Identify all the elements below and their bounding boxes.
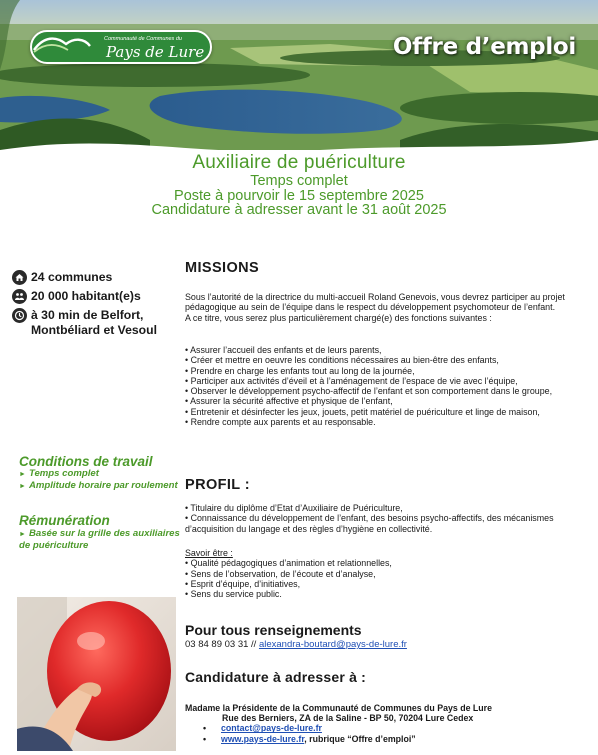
conditions-item	[19, 481, 189, 493]
arrow-right-icon: ►	[19, 471, 26, 478]
hills-logo-icon	[32, 32, 92, 54]
mission-item: • Prendre en charge les enfants tout au long de la journée,	[185, 365, 415, 376]
mission-item: • Rendre compte aux parents et au responsable.	[185, 417, 376, 428]
conditions-item-text: Temps complet	[28, 468, 99, 479]
candidature-email-item	[185, 723, 585, 733]
renseignements-heading: Pour tous renseignements	[185, 622, 362, 638]
bullet-icon: •	[203, 723, 207, 734]
mission-item: • Participer aux activités d’éveil et à l’aménagement de l’espace de vie avec l’équipe,	[185, 375, 518, 386]
mission-item: • Entretenir et désinfecter les jeux, jouets, petit matériel de puériculture et linge de maison,	[185, 406, 540, 417]
pays-de-lure-logo	[30, 30, 212, 64]
conditions-title: Conditions de travail	[19, 454, 153, 469]
profil-item: • Connaissance du développement de l’enfant, des besoins psycho-affectifs, des mécanismes d’acquisition du langage et des règles d’hygiène en collectivité.	[185, 513, 554, 534]
contact-phone: 03 84 89 03 31 //	[185, 639, 259, 650]
bullet-icon: •	[203, 733, 207, 744]
mission-item: • Créer et mettre en oeuvre les conditions nécessaires au bien-être des enfants,	[185, 355, 499, 366]
remuneration-text: Basée sur la grille des auxiliaires de puériculture	[19, 528, 180, 551]
people-icon	[12, 289, 27, 304]
remuneration-block	[19, 514, 189, 551]
missions-intro-lead: A ce titre, vous serez plus particulièrement chargé(e) des fonctions suivantes :	[185, 312, 492, 323]
job-start-date: Poste à pourvoir le 15 septembre 2025	[174, 187, 424, 204]
arrow-right-icon: ►	[19, 482, 26, 490]
profil-heading: PROFIL :	[185, 477, 250, 493]
landscape-illustration	[0, 0, 598, 150]
fact-communes	[12, 270, 182, 285]
candidature-web-suffix: , rubrique “Offre d’emploi”	[304, 733, 416, 744]
conditions-item-text: Amplitude horaire par roulement	[28, 479, 178, 491]
contact-email-link[interactable]: alexandra-boutard@pays-de-lure.fr	[258, 639, 407, 650]
conditions-list	[19, 469, 189, 492]
mission-item: • Assurer l’accueil des enfants et de leurs parents,	[185, 345, 382, 355]
missions-intro-paragraph: Sous l’autorité de la directrice du multi-accueil Roland Genevois, vous devrez participer au projet pédagogique au sein de l’équipe dans le respect du développement psychomoteur de l’enfant.	[185, 292, 565, 313]
child-balloon-photo	[17, 597, 176, 751]
remuneration-item	[19, 528, 189, 551]
savoir-item: • Qualité pédagogiques d’animation et relationnelles,	[185, 558, 392, 569]
candidature-recipient: Madame la Présidente de la Communauté de Communes du Pays de Lure	[185, 703, 492, 713]
savoir-etre-title: Savoir être :	[185, 548, 233, 558]
conditions-block	[19, 455, 189, 492]
fact-distance-text: à 30 min de Belfort, Montbéliard et Vesoul	[31, 308, 157, 337]
missions-heading: MISSIONS	[185, 260, 260, 276]
missions-list	[185, 345, 583, 427]
clock-icon	[12, 308, 27, 323]
savoir-item: • Sens du service public.	[185, 589, 282, 600]
profil-list	[185, 503, 583, 534]
job-title: Auxiliaire de puériculture	[192, 152, 406, 173]
fact-distance	[12, 308, 182, 338]
header-banner	[0, 0, 598, 150]
logo-subtitle: Communauté de Communes du	[104, 36, 182, 42]
candidature-web-link[interactable]: www.pays-de-lure.fr	[221, 733, 305, 744]
logo-name: Pays de Lure	[106, 43, 205, 61]
arrow-right-icon: ►	[19, 531, 26, 538]
mission-item: • Observer le développement psycho-affectif de l’enfant et son comportement dans le groupe,	[185, 386, 553, 397]
job-contract-type: Temps complet	[250, 173, 348, 189]
territory-facts	[12, 270, 182, 342]
fact-communes-text: 24 communes	[31, 270, 113, 284]
candidature-street: Rue des Berniers, ZA de la Saline - BP 50, 70204 Lure Cedex	[222, 713, 474, 724]
candidature-heading: Candidature à adresser à :	[185, 669, 367, 685]
savoir-item: • Esprit d’équipe, d’initiatives,	[185, 578, 301, 589]
offre-emploi-heading: Offre d’emploi	[392, 34, 576, 60]
remuneration-title: Rémunération	[19, 513, 110, 528]
candidature-address	[185, 703, 585, 744]
fact-habitants	[12, 289, 182, 304]
job-title-block	[0, 152, 598, 218]
contact-line	[185, 639, 407, 650]
house-icon	[12, 270, 27, 285]
profil-item: • Titulaire du diplôme d’Etat d’Auxiliaire de Puériculture,	[185, 503, 403, 513]
balloon-illustration	[17, 597, 176, 751]
mission-item: • Assurer la sécurité affective et physique de l’enfant,	[185, 396, 393, 407]
savoir-etre-block	[185, 548, 583, 599]
missions-intro	[185, 292, 583, 323]
job-deadline: Candidature à adresser avant le 31 août 2025	[151, 202, 447, 218]
fact-habitants-text: 20 000 habitant(e)s	[31, 289, 141, 303]
savoir-item: • Sens de l’observation, de l’écoute et d’analyse,	[185, 568, 376, 579]
candidature-web-item	[185, 734, 585, 744]
candidature-email-link[interactable]: contact@pays-de-lure.fr	[221, 723, 322, 734]
